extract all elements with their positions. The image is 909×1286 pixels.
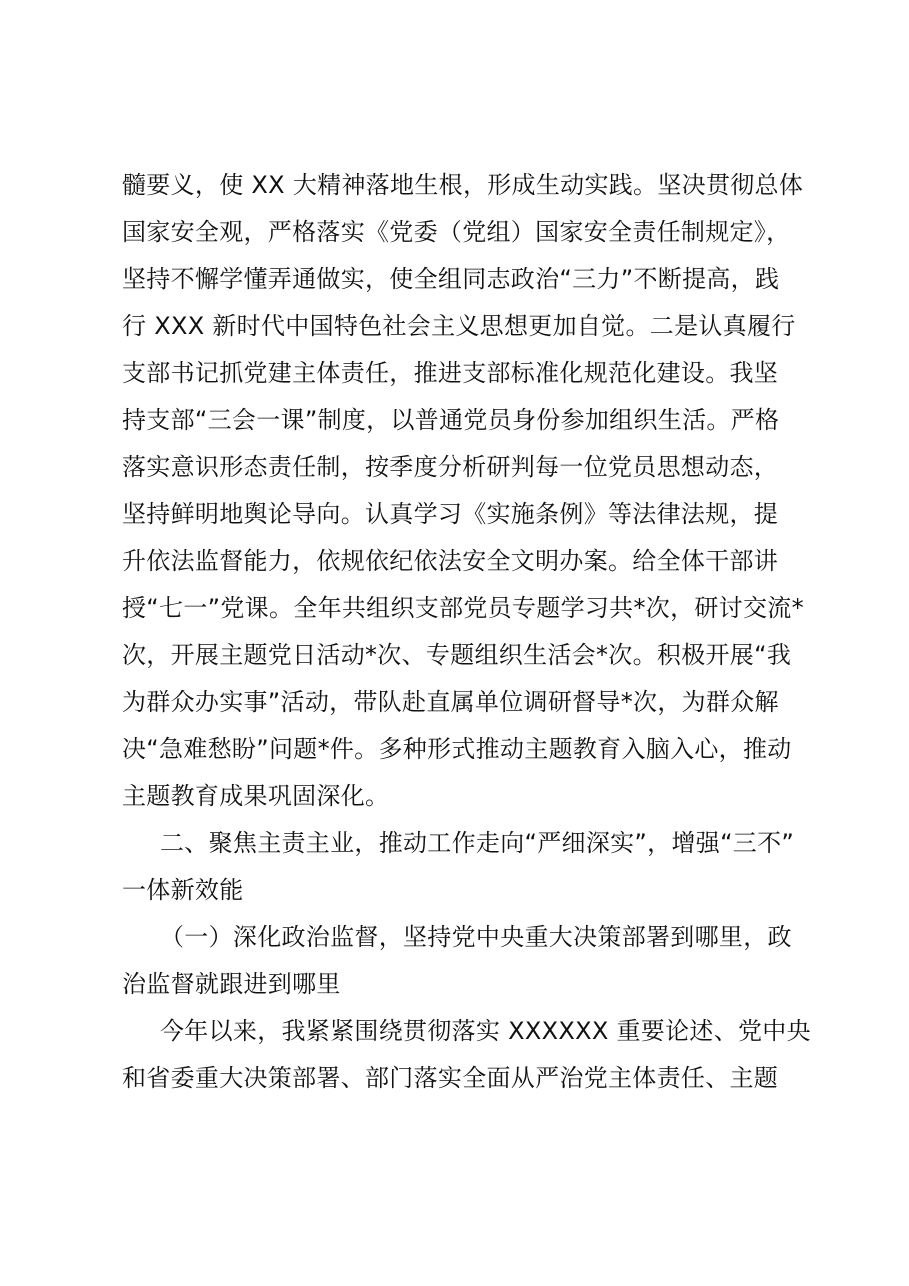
text-line-2: 国家安全观，严格落实《党委（党组）国家安全责任制规定》，	[122, 218, 791, 246]
text-line-13: 决“急难愁盼”问题*件。多种形式推动主题教育入脑入心，推动	[122, 735, 792, 763]
text-line-1: 髓要义，使 XX 大精神落地生根，形成生动实践。坚决贯彻总体	[122, 171, 804, 199]
text-line-5: 支部书记抓党建主体责任，推进支部标准化规范化建设。我坚	[122, 359, 779, 387]
section-heading-line-2: 一体新效能	[122, 876, 244, 904]
text-line-6: 持支部“三会一课”制度，以普通党员身份参加组织生活。严格	[122, 406, 780, 434]
subsection-heading-line-1: （一）深化政治监督，坚持党中央重大决策部署到哪里，政	[160, 923, 792, 951]
text-line-14: 主题教育成果巩固深化。	[122, 782, 390, 810]
text-line-7: 落实意识形态责任制，按季度分析研判每一位党员思想动态，	[122, 453, 779, 481]
text-line-8: 坚持鲜明地舆论导向。认真学习《实施条例》等法律法规，提	[122, 500, 779, 528]
section-heading-line-1: 二、聚焦主责主业，推动工作走向“严细深实”，增强“三不”	[160, 829, 795, 857]
text-line-10: 授“七一”党课。全年共组织支部党员专题学习共*次，研讨交流*	[122, 594, 804, 622]
text-line-9: 升依法监督能力，依规依纪依法安全文明办案。给全体干部讲	[122, 547, 779, 575]
text-line-19: 今年以来，我紧紧围绕贯彻落实 XXXXXX 重要论述、党中央	[160, 1017, 811, 1045]
text-line-20: 和省委重大决策部署、部门落实全面从严治党主体责任、主题	[122, 1064, 779, 1092]
text-line-11: 次，开展主题党日活动*次、专题组织生活会*次。积极开展“我	[122, 641, 792, 669]
text-line-3: 坚持不懈学懂弄通做实，使全组同志政治“三力”不断提高，践	[122, 265, 780, 293]
text-line-4: 行 XXX 新时代中国特色社会主义思想更加自觉。二是认真履行	[122, 312, 796, 340]
subsection-heading-line-2: 治监督就跟进到哪里	[122, 970, 341, 998]
text-line-12: 为群众办实事”活动，带队赴直属单位调研督导*次，为群众解	[122, 688, 779, 716]
